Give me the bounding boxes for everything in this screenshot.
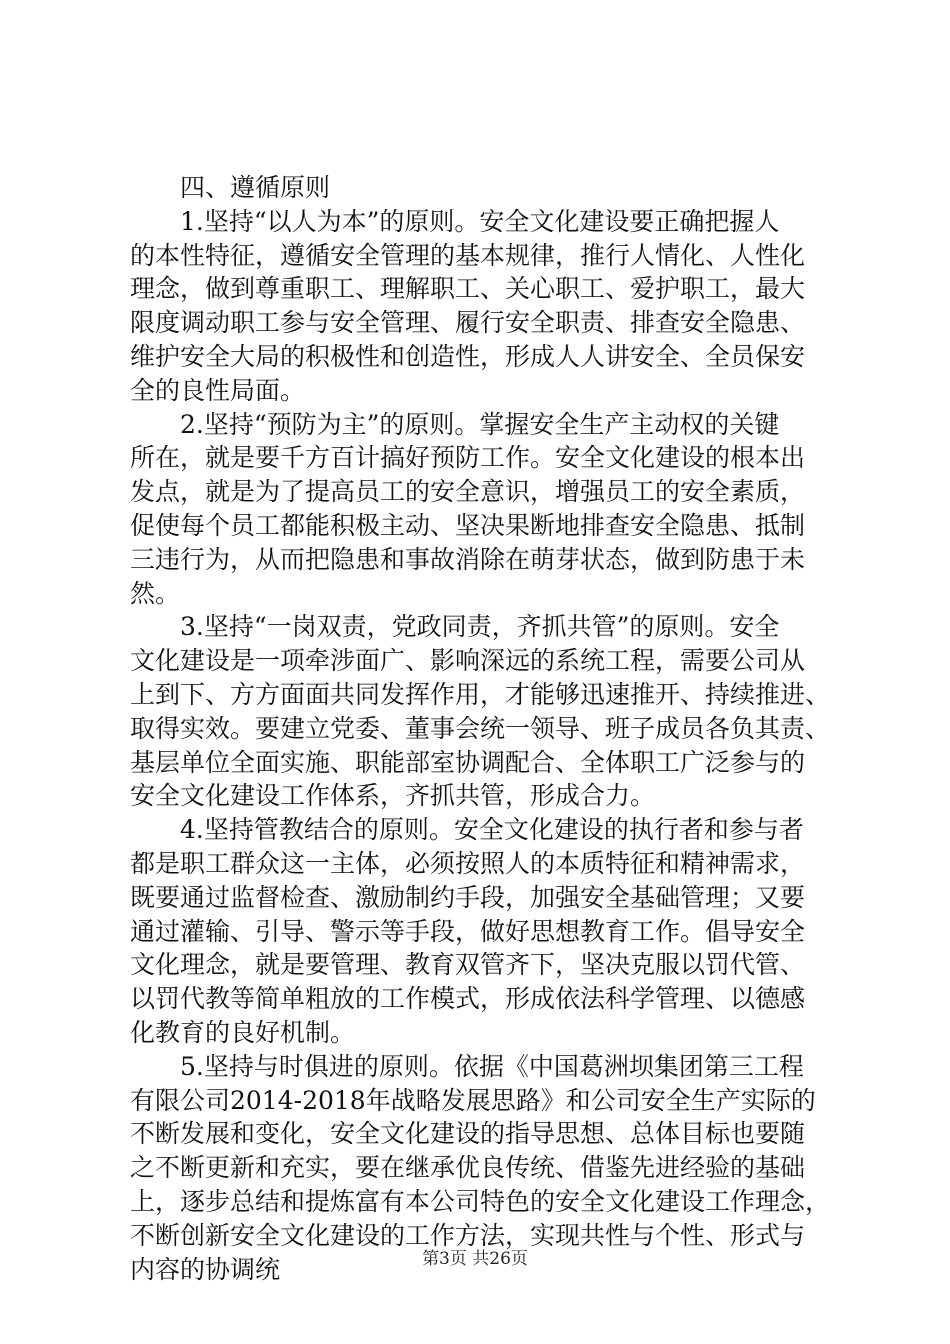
text-line: 3.坚持“一岗双责，党政同责，齐抓共管”的原则。安全 <box>130 612 780 642</box>
text-line: 维护安全大局的积极性和创造性，形成人人讲安全、全员保安 <box>130 341 806 371</box>
text-line: 上，逐步总结和提炼富有本公司特色的安全文化建设工作理念， <box>130 1186 831 1216</box>
text-line: 三违行为，从而把隐患和事故消除在萌芽状态，做到防患于未 <box>130 544 806 574</box>
text-line: 以罚代教等简单粗放的工作模式，形成依法科学管理、以德感 <box>130 984 806 1014</box>
text-line: 上到下、方方面面共同发挥作用，才能够迅速推开、持续推进、 <box>130 679 831 709</box>
text-line: 发点，就是为了提高员工的安全意识，增强员工的安全素质， <box>130 477 806 507</box>
text-line: 限度调动职工参与安全管理、履行安全职责、排查安全隐患、 <box>130 308 806 338</box>
text-line: 不断创新安全文化建设的工作方法，实现共性与个性、形式与 <box>130 1220 806 1250</box>
text-line: 都是职工群众这一主体，必须按照人的本质特征和精神需求， <box>130 848 806 878</box>
text-line: 既要通过监督检查、激励制约手段，加强安全基础管理；又要 <box>130 882 806 912</box>
text-line: 不断发展和变化，安全文化建设的指导思想、总体目标也要随 <box>130 1119 806 1149</box>
text-line: 之不断更新和充实，要在继承优良传统、借鉴先进经验的基础 <box>130 1153 806 1183</box>
text-line: 通过灌输、引导、警示等手段，做好思想教育工作。倡导安全 <box>130 916 806 946</box>
text-line: 所在，就是要千方百计搞好预防工作。安全文化建设的根本出 <box>130 443 806 473</box>
text-line: 安全文化建设工作体系，齐抓共管，形成合力。 <box>130 781 656 811</box>
text-line: 全的良性局面。 <box>130 375 306 405</box>
text-line: 5.坚持与时俱进的原则。依据《中国葛洲坝集团第三工程 <box>130 1051 804 1081</box>
page-footer: 第3页 共26页 <box>422 1249 528 1269</box>
text-line: 4.坚持管教结合的原则。安全文化建设的执行者和参与者 <box>130 815 804 845</box>
text-line: 取得实效。要建立党委、董事会统一领导、班子成员各负其责、 <box>130 713 831 743</box>
text-line: 文化建设是一项牵涉面广、影响深远的系统工程，需要公司从 <box>130 646 806 676</box>
text-line: 2.坚持“预防为主”的原则。掌握安全生产主动权的关键 <box>130 409 780 439</box>
text-line: 有限公司2014-2018年战略发展思路》和公司安全生产实际的 <box>130 1085 816 1115</box>
text-line: 然。 <box>130 578 181 608</box>
text-line: 四、遵循原则 <box>130 173 331 202</box>
text-line: 文化理念，就是要管理、教育双管齐下，坚决克服以罚代管、 <box>130 950 806 980</box>
text-line: 理念，做到尊重职工、理解职工、关心职工、爱护职工，最大 <box>130 274 806 304</box>
document-body <box>130 171 830 1286</box>
text-line: 内容的协调统 <box>130 1254 281 1284</box>
text-line: 基层单位全面实施、职能部室协调配合、全体职工广泛参与的 <box>130 747 806 777</box>
text-line: 促使每个员工都能积极主动、坚决果断地排查安全隐患、抵制 <box>130 510 806 540</box>
text-line: 化教育的良好机制。 <box>130 1017 356 1047</box>
text-line: 的本性特征，遵循安全管理的基本规律，推行人情化、人性化 <box>130 240 806 270</box>
text-line: 1.坚持“以人为本”的原则。安全文化建设要正确把握人 <box>130 206 780 236</box>
